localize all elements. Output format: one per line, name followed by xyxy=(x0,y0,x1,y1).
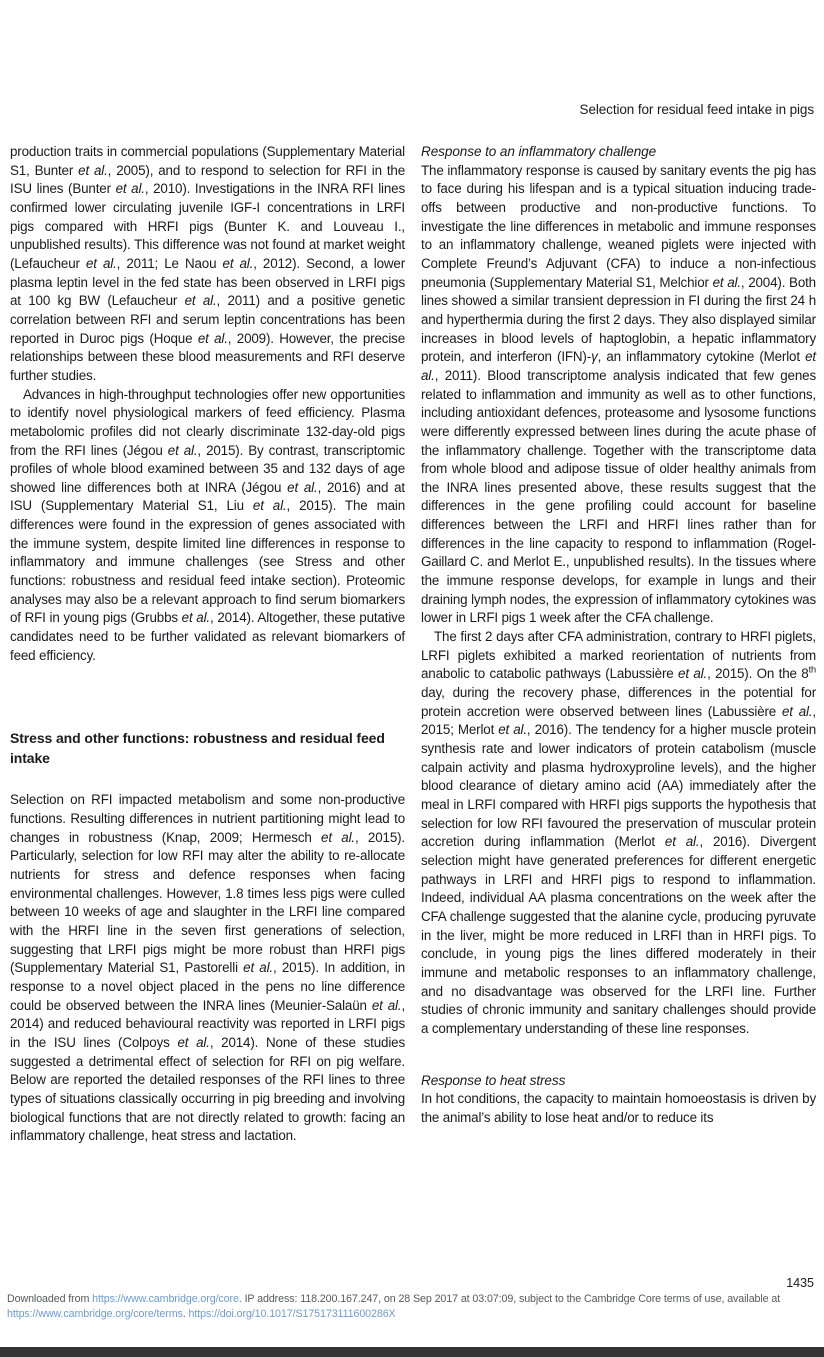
section-heading: Stress and other functions: robustness and residual feed intake xyxy=(10,730,385,766)
cambridge-terms-link[interactable]: https://www.cambridge.org/core/terms xyxy=(7,1307,183,1320)
paragraph: production traits in commercial populations (Supplementary Material S1, Bunter et al., 2005), and to respond to selection for RFI in the ISU lines (Bunter et al., 2010). Investigations in the INRA RFI lines confirmed lower circulating juvenile IGF-I concentrations in LRFI pigs compared with HRFI pigs (Bunter K. and Louveau I., unpublished results). This difference was not found at market weight (Lefaucheur et al., 2011; Le Naou et al., 2012). Second, a lower plasma leptin level in the fed state has been observed in LRFI pigs at 100 kg BW (Lefaucheur et al., 2011) and a positive genetic correlation between RFI and serum leptin concentrations has been reported in Duroc pigs (Hoque et al., 2009). However, the precise relationships between these blood measurements and RFI deserve further studies. xyxy=(10,144,406,383)
cambridge-core-link[interactable]: https://www.cambridge.org/core xyxy=(92,1293,239,1305)
doi-link[interactable]: https://doi.org/10.1017/S175173111600286X xyxy=(188,1307,396,1320)
footer-line-1 xyxy=(7,1292,817,1307)
bottom-bar xyxy=(0,1347,824,1357)
footer-text: Downloaded from xyxy=(7,1293,93,1305)
running-head: Selection for residual feed intake in pigs xyxy=(579,102,814,117)
paragraph: Advances in high-throughput technologies offer new opportunities to identify novel physiological markers of feed efficiency. Plasma metabolomic profiles did not clearly discriminate 132-day-old pigs from the RFI lines (Jégou et al., 2015). By contrast, transcriptomic profiles of whole blood examined between 35 and 132 days of age showed line differences both at INRA (Jégou et al., 2016) and at ISU (Supplementary Material S1, Liu et al., 2015). The main differences were found in the expression of genes associated with the immune system, despite limited line differences in response to inflammatory and immune challenges (see Stress and other functions: robustness and residual feed intake section). Proteomic analyses may also be a relevant approach to find serum biomarkers of RFI in young pigs (Grubbs et al., 2014). Altogether, these putative candidates need to be further validated as relevant biomarkers of feed efficiency. xyxy=(10,386,406,663)
paragraph: In hot conditions, the capacity to maintain homoeostasis is driven by the animal’s ability to lose heat and/or to reduce its xyxy=(421,1091,816,1125)
footer-line-2 xyxy=(7,1307,817,1322)
paragraph: The inflammatory response is caused by sanitary events the pig has to face during his lifespan and is a typical situation inducing trade-offs between productive and non-productive functions. To investigate the line differences in metabolic and immune responses to an inflammatory challenge, weaned piglets were injected with Complete Freund’s Adjuvant (CFA) to induce a non-infectious pneumonia (Supplementary Material S1, Melchior et al., 2004). Both lines showed a similar transient depression in FI during the first 24 h and hyperthermia during the first 2 days. They also displayed similar increases in blood levels of haptoglobin, a hepatic inflammatory protein, and interferon (IFN)-γ, an inflammatory cytokine (Merlot et al., 2011). Blood transcriptome analysis indicated that few genes related to inflammation and immunity as well as to other functions, including antioxidant defences, proteasome and lysosome functions were differently expressed between lines during the acute phase of the inflammatory challenge. Together with the transcriptome data from whole blood and adipose tissue of older healthy animals from the INRA lines presented above, these results suggest that the differences in the gene profiling could account for baseline differences between the LRFI and HRFI lines rather than for differences in the line capacity to respond to inflammation (Rogel-Gaillard C. and Merlot E., unpublished results). In the tissues where the immune response develops, for example in lungs and their draining lymph nodes, the expression of inflammatory cytokines was lower in LRFI pigs 1 week after the CFA challenge. xyxy=(421,162,816,626)
right-column xyxy=(421,143,816,1146)
paragraph: The first 2 days after CFA administration, contrary to HRFI piglets, LRFI piglets exhibited a marked reorientation of nutrients from anabolic to catabolic pathways (Labussière et al., 2015). On the 8th day, during the recovery phase, differences in the potential for protein accretion were observed between lines (Labussière et al., 2015; Merlot et al., 2016). The tendency for a higher muscle protein synthesis rate and lower indicators of protein catabolism (muscle calpain activity and plasma hydroxyproline levels), and the higher blood clearance of dietary amino acid (AA) immediately after the meal in LRFI compared with HRFI pigs supports the hypothesis that selection for low RFI favoured the preservation of muscular protein accretion during inflammation (Merlot et al., 2016). Divergent selection might have generated preferences for different energetic pathways in LRFI and HRFI pigs to respond to inflammation. Indeed, individual AA plasma concentrations on the week after the CFA challenge suggested that the alanine cycle, producing pyruvate in the liver, might be more reduced in LRFI than in HRFI pigs. To conclude, in young pigs the lines differed moderately in their immune and metabolic responses to an inflammatory challenge, and no disadvantage was observed for the LRFI line. Further studies of chronic immunity and sanitary challenges should provide a complementary understanding of these line responses. xyxy=(421,629,816,1036)
paragraph: Selection on RFI impacted metabolism and some non-productive functions. Resulting differences in nutrient partitioning might lead to changes in robustness (Knap, 2009; Hermesch et al., 2015). Particularly, selection for low RFI may alter the ability to re-allocate nutrients for stress and defence responses when facing environmental challenges. However, 1.8 times less pigs were culled between 10 weeks of age and slaughter in the LRFI line compared with the HRFI line in the seven first generations of selection, suggesting that LRFI pigs might be more robust than HRFI pigs (Supplementary Material S1, Pastorelli et al., 2015). In addition, in response to a novel object placed in the pens no line difference could be observed between the INRA lines (Meunier-Salaün et al., 2014) and reduced behavioural reactivity was reported in LRFI pigs in the ISU lines (Colpoys et al., 2014). None of these studies suggested a detrimental effect of selection for RFI on pig welfare. Below are reported the detailed responses of the RFI lines to three types of situations classically occurring in pig breeding and involving biological functions that are not directly related to growth: facing an inflammatory challenge, heat stress and lactation. xyxy=(10,792,406,1144)
left-column xyxy=(10,143,405,1146)
two-column-layout xyxy=(10,143,816,1146)
subsection-heading-inflammatory: Response to an inflammatory challenge xyxy=(421,144,657,159)
page-number: 1435 xyxy=(786,1276,814,1290)
footer-text: . xyxy=(182,1307,189,1320)
footer-text: . IP address: 118.200.167.247, on 28 Sep 2017 at 03:07:09, subject to the Cambridge Core terms of use, available at xyxy=(238,1293,781,1305)
download-footer xyxy=(7,1292,817,1321)
subsection-heading-heat-stress: Response to heat stress xyxy=(421,1072,566,1088)
